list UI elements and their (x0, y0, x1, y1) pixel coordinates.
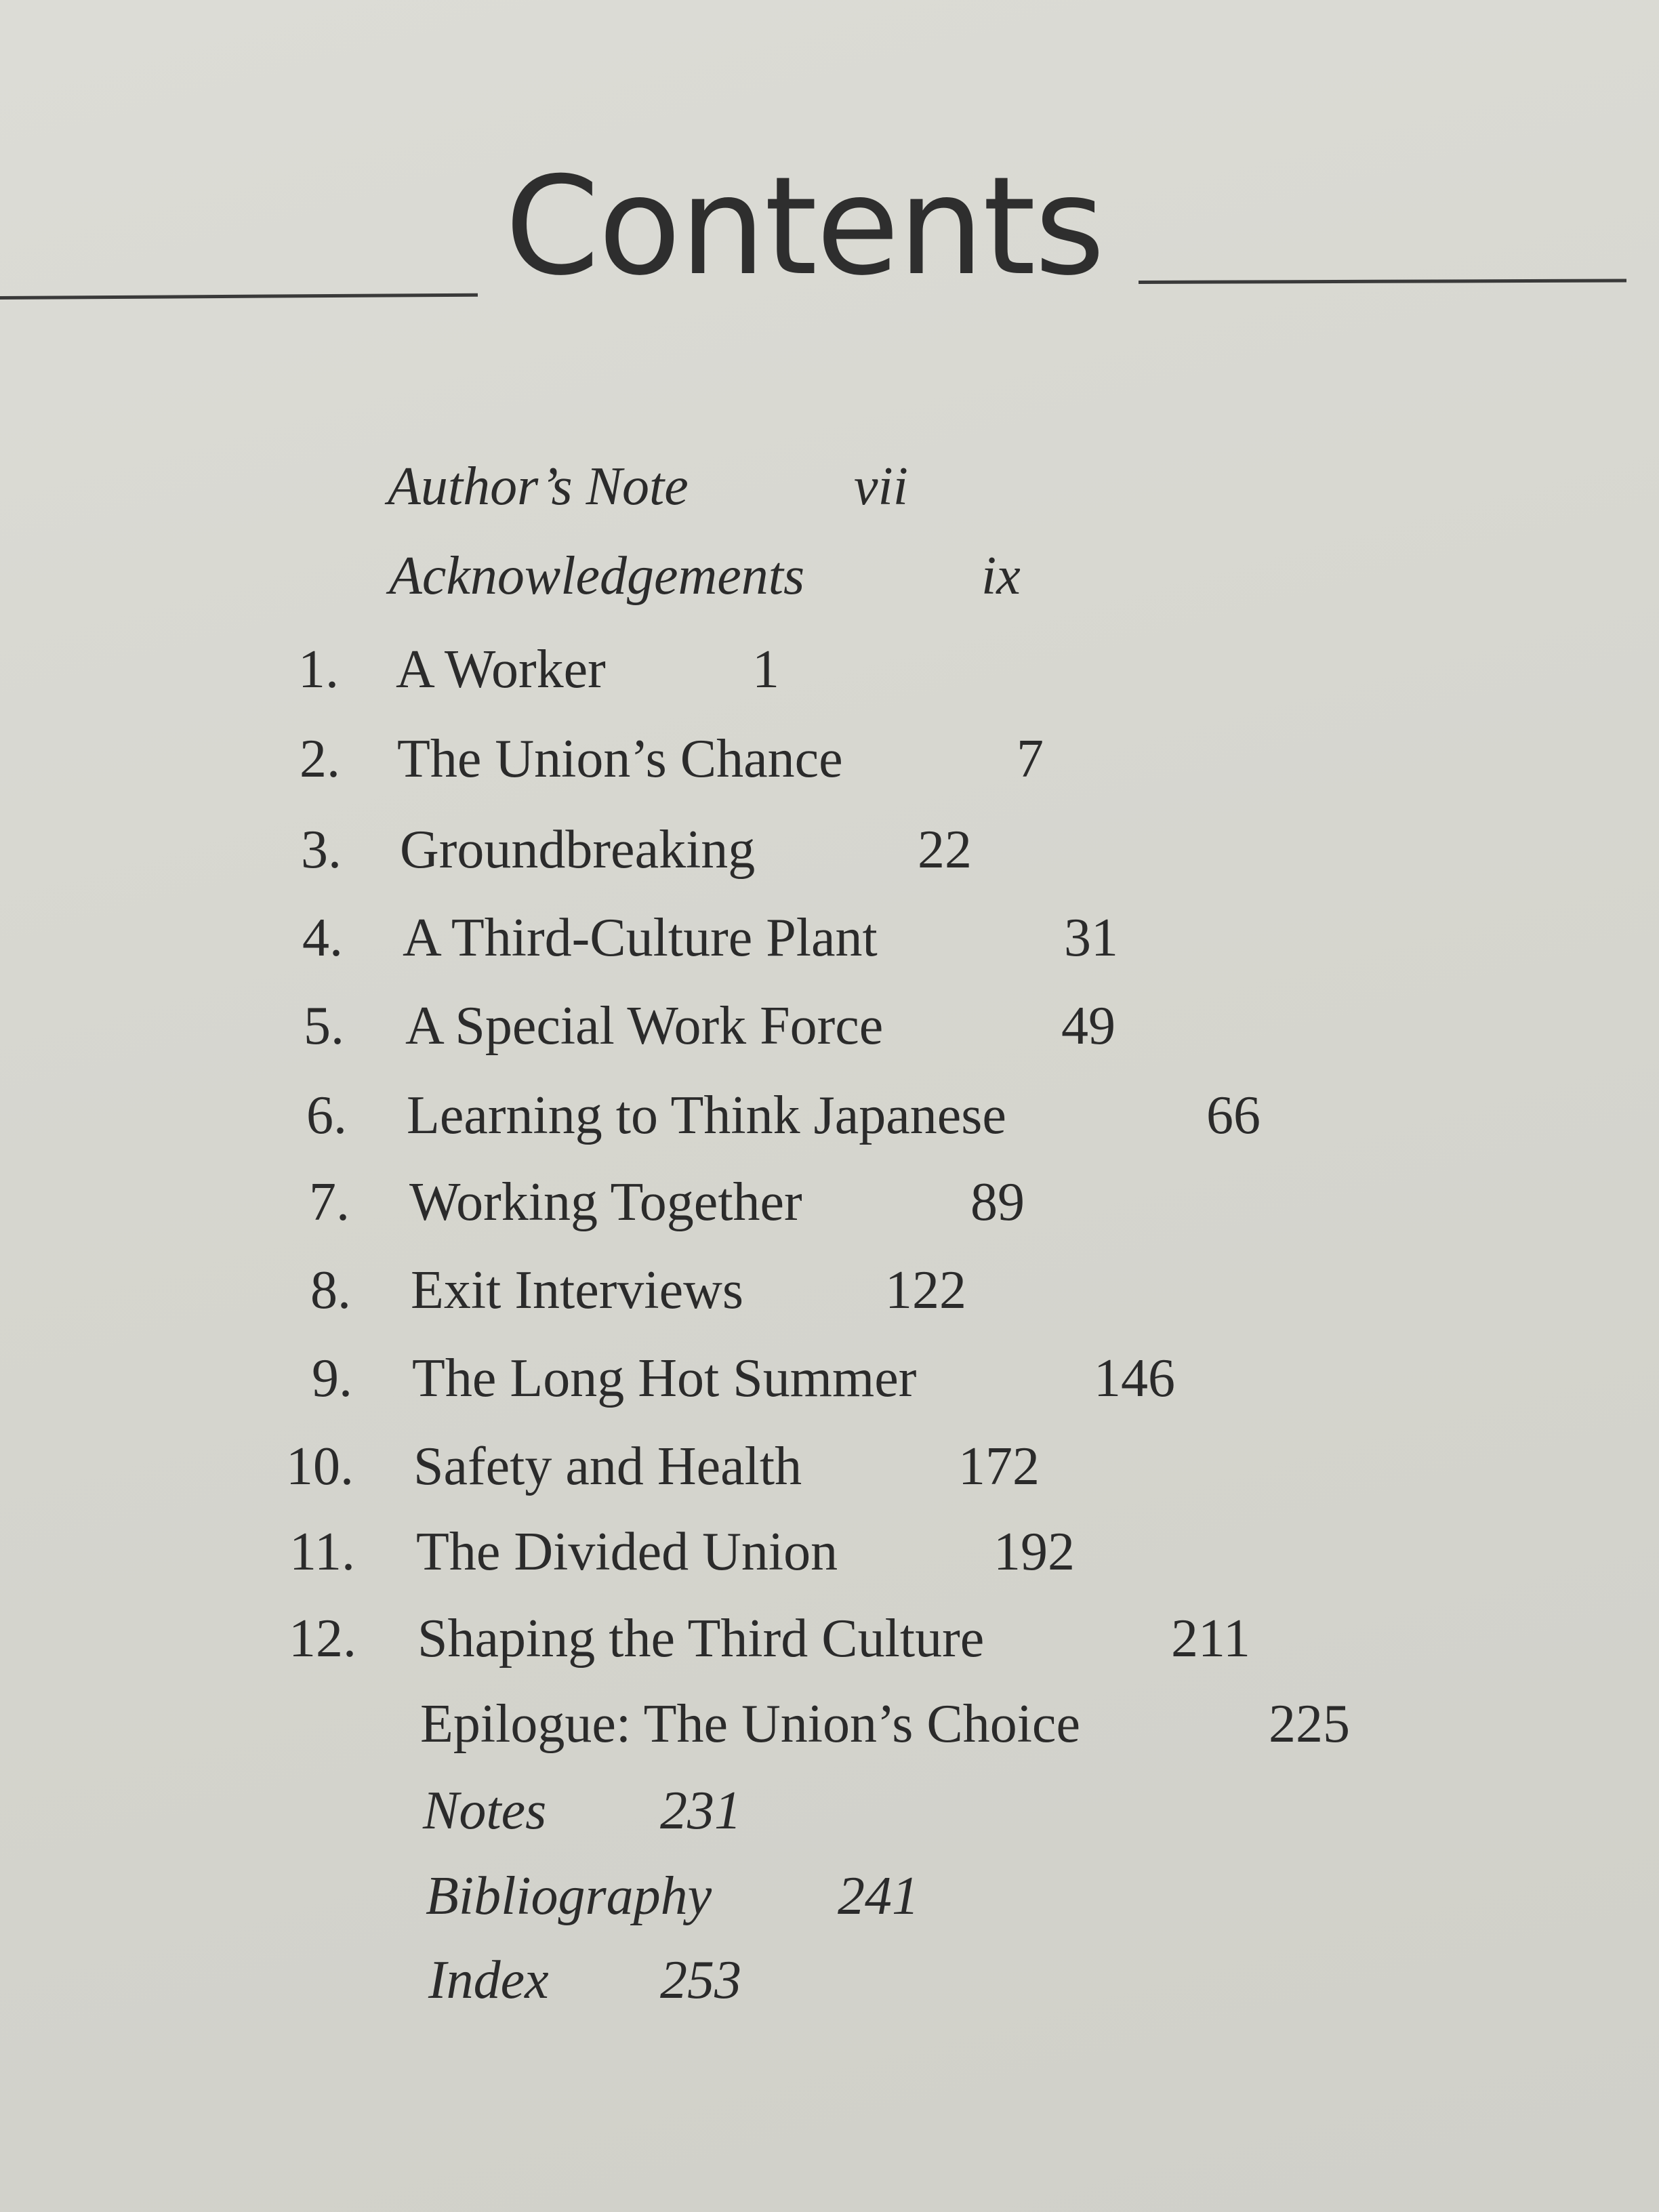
toc-entry-label: The Union’s Chance (397, 729, 843, 789)
toc-entry-page: 146 (1094, 1349, 1175, 1408)
toc-entry-label: Index (428, 1950, 549, 2010)
toc-entry-page: 66 (1206, 1086, 1261, 1145)
toc-entry-label: Acknowledgements (389, 546, 805, 606)
toc-entry-page: 122 (885, 1261, 966, 1320)
toc-entry-page: 253 (660, 1950, 741, 2010)
toc-entry-label: Safety and Health (413, 1437, 802, 1496)
chapter-number: 3. (301, 820, 342, 880)
toc-entry-page: vii (854, 457, 908, 516)
toc-entry-label: A Worker (396, 640, 606, 699)
toc-entry-page: 89 (970, 1172, 1025, 1232)
toc-entry-label: The Long Hot Summer (412, 1349, 917, 1408)
chapter-number: 9. (312, 1349, 352, 1408)
toc-entry-page: 7 (1017, 729, 1044, 789)
chapter-number: 6. (306, 1086, 347, 1145)
toc-entry-page: 211 (1171, 1609, 1251, 1668)
toc-entry-label: A Special Work Force (405, 996, 884, 1056)
chapter-number: 4. (302, 908, 343, 968)
toc-entry-page: 192 (994, 1522, 1075, 1582)
toc-entry-page: 172 (958, 1437, 1040, 1496)
toc-entry-label: Working Together (409, 1172, 802, 1232)
toc-entry-label: Notes (423, 1781, 547, 1841)
toc-entry-label: Epilogue: The Union’s Choice (420, 1694, 1080, 1754)
toc-entry-page: 241 (838, 1866, 919, 1926)
chapter-number: 2. (300, 729, 340, 789)
toc-entry-label: Learning to Think Japanese (407, 1086, 1006, 1145)
toc-entry-label: Shaping the Third Culture (417, 1609, 985, 1668)
chapter-number: 7. (309, 1172, 350, 1232)
chapter-number: 8. (310, 1261, 351, 1320)
toc-entry-label: A Third-Culture Plant (403, 908, 878, 968)
chapter-number: 11. (289, 1522, 355, 1582)
page-title: Contents (505, 148, 1104, 306)
toc-entry-label: Author’s Note (388, 457, 689, 516)
toc-entry-page: 225 (1269, 1694, 1350, 1754)
chapter-number: 12. (289, 1609, 356, 1668)
toc-entry-page: 31 (1064, 908, 1118, 968)
toc-entry-page: 1 (752, 640, 779, 699)
toc-entry-label: Exit Interviews (411, 1261, 743, 1320)
toc-entry-label: The Divided Union (416, 1522, 838, 1582)
toc-entry-page: 22 (918, 820, 972, 880)
chapter-number: 10. (286, 1437, 354, 1496)
toc-entry-page: 49 (1061, 996, 1115, 1056)
toc-entry-page: 231 (660, 1781, 741, 1841)
chapter-number: 1. (298, 640, 339, 699)
chapter-number: 5. (304, 996, 344, 1056)
toc-entry-label: Groundbreaking (400, 820, 756, 880)
toc-entry-page: ix (981, 546, 1021, 606)
toc-entry-label: Bibliography (426, 1866, 712, 1926)
